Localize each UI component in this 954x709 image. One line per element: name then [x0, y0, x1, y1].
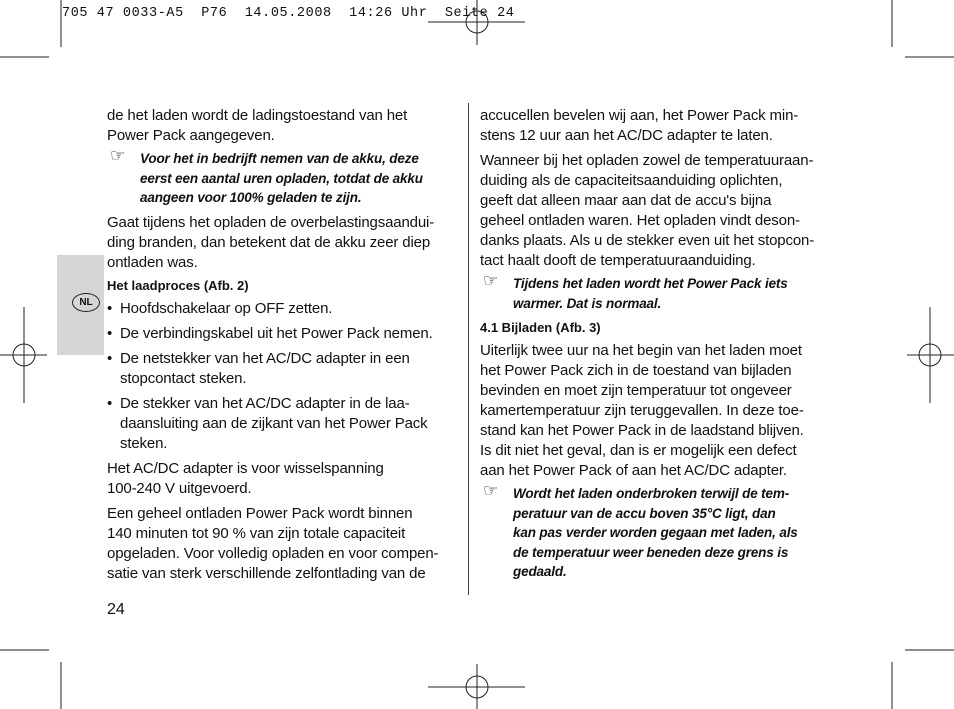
- bullet-dot-icon: •: [107, 299, 113, 317]
- bullet-line: De verbindingskabel uit het Power Pack nemen.: [120, 324, 433, 342]
- bullet-dot-icon: •: [107, 324, 113, 342]
- left-column: [107, 106, 459, 584]
- bullet-line: steken.: [120, 434, 168, 452]
- registration-mark-left: [0, 307, 47, 403]
- bullet-dot-icon: •: [107, 349, 113, 367]
- print-slug: 705 47 0033-A5 P76 14.05.2008 14:26 Uhr Seite 24: [62, 6, 515, 21]
- text-line: Power Pack aangegeven.: [107, 127, 275, 144]
- pointing-hand-icon: ☞: [110, 146, 126, 165]
- note-line: gedaald.: [513, 564, 567, 579]
- pointing-hand-icon: ☞: [483, 271, 499, 290]
- note-line: aangeen voor 100% geladen te zijn.: [140, 190, 362, 205]
- bullet-line: De netstekker van het AC/DC adapter in een: [120, 349, 410, 367]
- right-column: [480, 106, 838, 582]
- note-line: eerst een aantal uren opladen, totdat de akku: [140, 170, 423, 186]
- bullet-item: [107, 394, 459, 454]
- paragraph: [480, 341, 838, 481]
- text-line: ontladen was.: [107, 253, 198, 271]
- text-line: geeft dat alleen maar aan dat de accu's bijna: [480, 192, 772, 209]
- pointing-hand-icon: ☞: [483, 481, 499, 500]
- text-line: Het AC/DC adapter is voor wisselspanning: [107, 459, 384, 477]
- text-line: opgeladen. Voor volledig opladen en voor compen-: [107, 544, 439, 562]
- registration-mark-right: [907, 307, 954, 403]
- bullet-line: stopcontact steken.: [120, 369, 247, 387]
- text-line: stand kan het Power Pack in de laadstand blijven.: [480, 422, 804, 439]
- paragraph: [480, 151, 838, 271]
- text-line: geheel ontladen waren. Het opladen vindt deson-: [480, 212, 800, 229]
- text-line: Uiterlijk twee uur na het begin van het laden moet: [480, 342, 802, 359]
- note-line: Tijdens het laden wordt het Power Pack iets: [513, 276, 788, 291]
- text-line: Een geheel ontladen Power Pack wordt binnen: [107, 504, 413, 522]
- text-line: het Power Pack zich in de toestand van bijladen: [480, 362, 792, 379]
- bullet-line: Hoofdschakelaar op OFF zetten.: [120, 299, 333, 317]
- text-line: duiding als de capaciteitsaanduiding oplichten,: [480, 172, 783, 189]
- note-line: Voor het in bedrijft nemen van de akku, deze: [140, 151, 419, 166]
- bullet-line: De stekker van het AC/DC adapter in de laa-: [120, 394, 410, 412]
- note-line: Wordt het laden onderbroken terwijl de tem-: [513, 486, 790, 501]
- bullet-dot-icon: •: [107, 394, 113, 412]
- text-line: bevinden en moet zijn temperatuur tot ongeveer: [480, 382, 792, 399]
- text-line: tact haalt dooft de temperatuuraanduiding.: [480, 252, 756, 269]
- note-line: kan pas verder worden gegaan met laden, als: [513, 525, 798, 540]
- text-line: Is dit niet het geval, dan is er mogelijk een defect: [480, 442, 797, 459]
- paragraph: [107, 504, 459, 584]
- note-line: peratuur van de accu boven 35°C ligt, dan: [513, 505, 776, 521]
- paragraph: [107, 213, 459, 273]
- language-badge: NL: [72, 293, 100, 312]
- section-heading: 4.1 Bijladen (Afb. 3): [480, 320, 601, 335]
- text-line: 140 minuten tot 90 % van zijn totale capaciteit: [107, 524, 406, 542]
- paragraph: [480, 106, 838, 146]
- text-line: Wanneer bij het opladen zowel de temperatuuraan-: [480, 152, 814, 169]
- page-number: 24: [107, 601, 125, 618]
- note-box: [480, 481, 838, 582]
- intro-paragraph: [107, 106, 459, 146]
- bullet-line: daansluiting aan de zijkant van het Power Pack: [120, 414, 428, 432]
- note-box: [480, 271, 838, 313]
- bullet-item: [107, 349, 459, 389]
- column-divider: [468, 103, 469, 595]
- text-line: satie van sterk verschillende zelfontlading van de: [107, 564, 426, 582]
- text-line: de het laden wordt de ladingstoestand van het: [107, 107, 408, 124]
- text-line: 100-240 V uitgevoerd.: [107, 479, 252, 497]
- text-line: stens 12 uur aan het AC/DC adapter te laten.: [480, 127, 773, 144]
- registration-mark-bottom: [428, 664, 525, 709]
- text-line: kamertemperatuur zijn teruggevallen. In deze toe-: [480, 402, 804, 419]
- paragraph: [107, 459, 459, 499]
- section-heading: Het laadproces (Afb. 2): [107, 277, 249, 293]
- note-line: de temperatuur weer beneden deze grens is: [513, 544, 789, 560]
- text-line: danks plaats. Als u de stekker even uit het stopcon-: [480, 232, 815, 249]
- bullet-item: [107, 324, 459, 344]
- note-line: warmer. Dat is normaal.: [513, 295, 662, 311]
- text-line: ding branden, dan betekent dat de akku zeer diep: [107, 233, 431, 251]
- bullet-item: [107, 299, 459, 319]
- text-line: accucellen bevelen wij aan, het Power Pack min-: [480, 107, 799, 124]
- note-box: [107, 146, 459, 208]
- text-line: aan het Power Pack of aan het AC/DC adapter.: [480, 462, 787, 479]
- text-line: Gaat tijdens het opladen de overbelastingsaandui-: [107, 213, 435, 231]
